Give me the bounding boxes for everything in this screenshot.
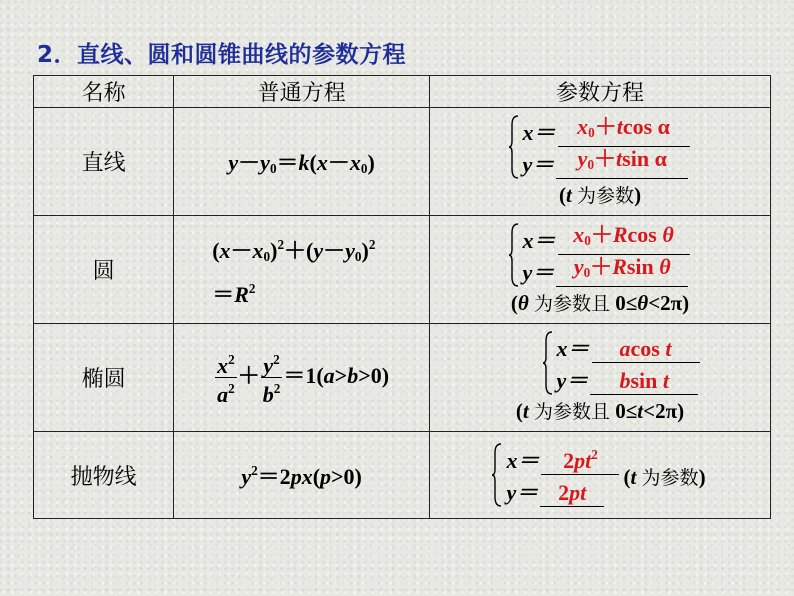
header-general-equation: 普通方程 [174,76,430,108]
parametric-equation-parabola [430,432,771,519]
general-equation-circle: $(x-x_0)^2+(y-y_0)^2$ $=R^2$ [174,216,430,324]
parametric-equation-circle [430,216,771,324]
parametric-equation-ellipse [430,324,771,432]
parameter-note: (t 为参数) [623,464,706,489]
y-equals-label: y＝ [506,480,539,505]
parameter-note: (t 为参数且 0≤t<2π) [515,399,685,423]
x-equals-label: x＝ [556,336,590,361]
parameter-note: (t 为参数) [558,183,642,207]
table-row-parabola [34,432,771,519]
y-answer-blank: $y_0+Rsin$ θ [556,255,688,287]
x-answer-blank: acos t [592,337,700,363]
x-answer-blank: $x_0+tcos$ α [558,115,690,147]
x-equals-label: x＝ [506,448,540,473]
general-equation-ellipse: $\frac{x^2}{a^2}$ ＋ $\frac{y^2}{b^2}$ ＝1(a>b>0) [174,324,430,432]
left-brace-icon [509,115,519,179]
general-equation-parabola: $y^2=2px(p>0)$ [174,432,430,519]
row-name: 椭圆 [34,324,174,432]
table-row-ellipse [34,324,771,432]
parametric-equation-line [430,108,771,216]
y-answer-blank: $y_0+tsin$ α [556,147,688,179]
x-equals-label: x＝ [522,228,556,253]
header-parametric-equation: 参数方程 [430,76,771,108]
row-name: 圆 [34,216,174,324]
x-answer-blank: $2pt^2$ [541,443,619,475]
parametric-equations-table [33,75,771,519]
left-brace-icon [509,223,519,287]
parameter-note: (θ 为参数且 0≤θ<2π) [510,291,690,315]
row-name: 直线 [34,108,174,216]
y-answer-blank: bsin t [590,369,698,395]
y-answer-blank: 2pt [540,481,604,507]
page-title: 2．直线、圆和圆锥曲线的参数方程 [37,42,407,68]
y-equals-label: y＝ [522,260,555,285]
row-name: 抛物线 [34,432,174,519]
table-row-line [34,108,771,216]
x-equals-label: x＝ [522,120,556,145]
table-row-circle [34,216,771,324]
left-brace-icon [492,443,502,507]
y-equals-label: y＝ [556,368,589,393]
x-answer-blank: $x_0+Rcos$ θ [558,223,690,255]
y-equals-label: y＝ [522,152,555,177]
header-name: 名称 [34,76,174,108]
general-equation-line: $y-y_0=k(x-x_0)$ [174,108,430,216]
header-row [34,76,771,108]
left-brace-icon [543,331,553,395]
